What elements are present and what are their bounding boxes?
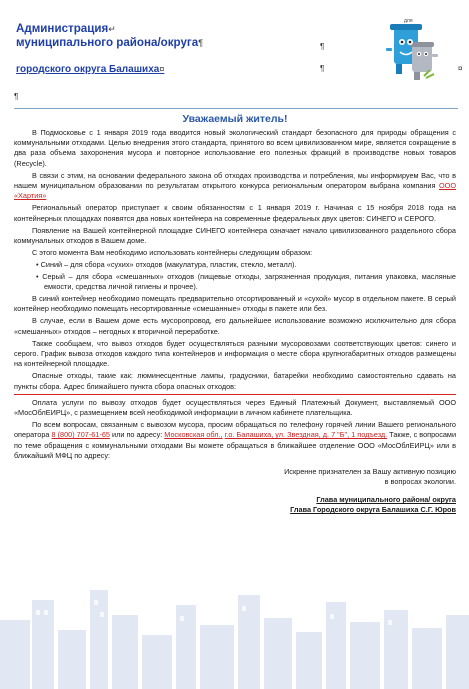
paragraph-operator <box>14 171 456 202</box>
paragraph-usage: С этого момента Вам необходимо использовать контейнеры следующим образом: <box>32 248 313 258</box>
hazardous-address-line <box>14 394 456 395</box>
signature-line-1: Глава муниципального района/ округа <box>316 495 456 505</box>
paragraph-payment: Оплата услуги по вывозу отходов будет осуществляться через Единый Платежный Документ, выставляемый ООО «МосОблЕИРЦ», с размещением всей необходимой информации в личном кабинете плательщика. <box>14 397 456 418</box>
paragraph-intro: В Подмосковье с 1 января 2019 года вводится новый экологический стандарт безопасного для природы обращения с коммунальными отходами. Целью внедрения этого стандарта, принятого во всем цивилизованном мире, является сокращение в два раза объема захоронения мусора и повторное использование его полезных фракций в производстве новых товаров (Recycle). <box>14 128 456 168</box>
paragraph-contacts <box>14 420 456 461</box>
list-item-blue: • Синий – для сбора «сухих» отходов (макулатура, пластик, стекло, металл). <box>44 260 456 270</box>
greeting: Уважаемый житель! <box>182 113 288 125</box>
subtitle-text: городского округа Балашиха <box>16 64 160 75</box>
title-line-2: муниципального района/округа <box>16 36 199 49</box>
logo-text: для <box>404 18 413 24</box>
recycling-logo-icon <box>376 14 446 94</box>
operator-company: ООО «Хартия» <box>14 181 456 201</box>
contacts-mfc-text: Также, с вопросами по теме обращения с коммунальными отходами Вы можете обращаться в ближайшее отделение ООО «МосОблЕИРЦ» или в ближайший МФЦ по адресу: <box>14 430 457 460</box>
paragraph-blue-container: Появление на Вашей контейнерной площадке СИНЕГО контейнера означает начало цивилизованного раздельного сбора коммунальных отходов в Вашем доме. <box>14 225 456 246</box>
administration-subtitle: городского округа Балашиха¤ <box>16 64 165 75</box>
contacts-text: По всем вопросам, связанным с вывозом мусора, просим обращаться по телефону горячей линии Вашего регионального оператора <box>14 420 456 440</box>
operator-address-line-2: г.о. Балашиха, ул. Звездная, д. 7 "Б", 1 подъезд. <box>224 430 388 440</box>
paragraph-hazardous: Опасные отходы, такие как: люминесцентные лампы, градусники, батарейки необходимо самостоятельно сдавать на пункты сбора. Адрес ближайшего пункта сбора опасных отходов: <box>14 371 456 391</box>
signature-block <box>14 495 456 515</box>
container-list <box>14 260 456 292</box>
contacts-address-label: или по адресу: <box>112 430 163 440</box>
signature-line-2: Глава Городского округа Балашиха С.Г. Юров <box>290 505 456 515</box>
cell-mark: ¤ <box>458 64 463 73</box>
list-item-gray: • Серый – для сбора «смешанных» отходов (пищевые отходы, загрязненная продукция, питания упаковка, масляные емкости, средства личной гигиены и прочее). <box>44 272 456 292</box>
paragraph-chute: В случае, если в Вашем доме есть мусоропровод, его дальнейшее использование возможно исключительно для сбора «смешанных» отходов – негодных к вторичной переработке. <box>14 316 456 336</box>
hotline-phone: 8 (800) 707-61-65 <box>51 430 110 440</box>
thanks-line-2: в вопросах экологии. <box>384 477 456 487</box>
operator-address-line-1: Московская обл., <box>164 430 223 440</box>
pilcrow-mark: ¶ <box>320 42 325 51</box>
paragraph-start-date: Региональный оператор приступает к своим обязанностям с 1 января 2019 г. Начиная с 15 ноября 2018 года на контейнерных площадках появятся два новых контейнера на современные федеральных двух цветов: СИНЕГО и СЕРОГО. <box>14 203 456 223</box>
operator-text: В связи с этим, на основании федерального закона об отходах производства и потребления, мы информируем Вас, что в нашем муниципальном образовании по результатам открытого конкурса региональным оператором выбрана компания <box>14 170 456 191</box>
thanks-line-1: Искренне признателен за Вашу активную позицию <box>284 467 456 477</box>
city-skyline-decoration <box>0 560 469 689</box>
pilcrow-mark: ¶ <box>320 64 325 73</box>
paragraph-sorting: В синий контейнер необходимо помещать предварительно отсортированный и «сухой» мусор в отдельном пакете. В серый контейнер необходимо помещать несортированные «смешанные» отходы в пакете или без. <box>14 294 456 314</box>
thanks-block <box>14 467 456 487</box>
paragraph-trucks: Также сообщаем, что вывоз отходов будет осуществляться разными мусоровозами соответствующих цветов: синего и серого. График вывоза отходов каждого типа контейнеров и информация о месте сбора крупногабаритных отходов размещены на контейнерной площадке. <box>14 338 456 369</box>
pilcrow-mark: ¶ <box>14 92 19 101</box>
title-line-1: Администрация <box>16 22 109 35</box>
administration-title: Администрация↵ муниципального района/округа¶ <box>16 22 204 49</box>
letter-body <box>14 112 456 515</box>
header-divider <box>14 108 458 109</box>
